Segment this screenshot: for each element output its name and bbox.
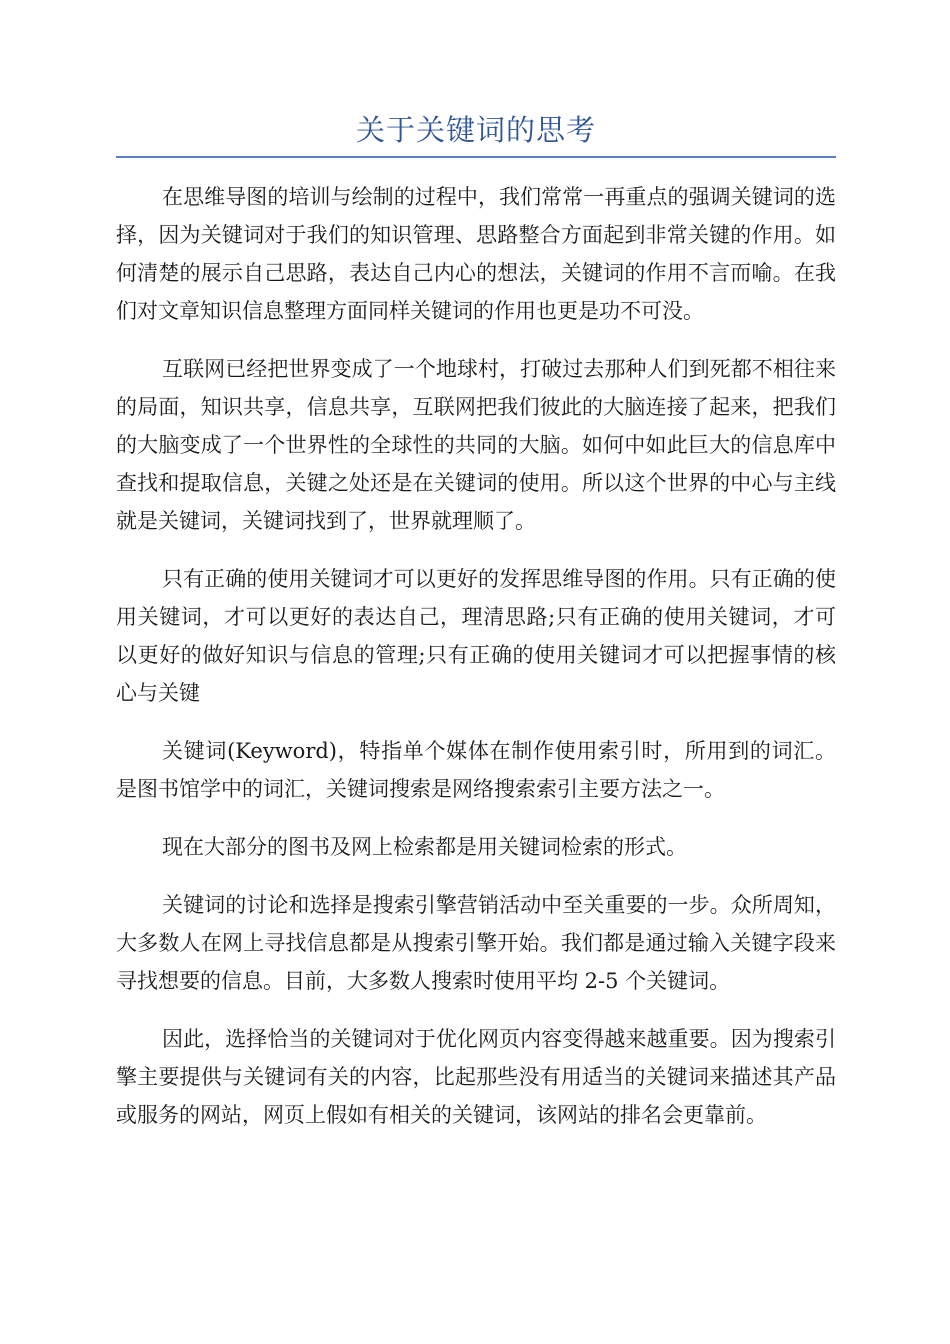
- paragraph-3: 只有正确的使用关键词才可以更好的发挥思维导图的作用。只有正确的使用关键词，才可以更好的表达自己，理清思路;只有正确的使用关键词，才可以更好的做好知识与信息的管理;只有正确的使用关键词才可以把握事情的核心与关键: [116, 567, 836, 705]
- title-block: [116, 108, 836, 158]
- document-body: [116, 178, 836, 1154]
- paragraph-6: 关键词的讨论和选择是搜索引擎营销活动中至关重要的一步。众所周知，大多数人在网上寻找信息都是从搜索引擎开始。我们都是通过输入关键字段来寻找想要的信息。目前，大多数人搜索时使用平均 2-5 个关键词。: [116, 893, 836, 993]
- paragraph-4: 关键词(Keyword)，特指单个媒体在制作使用索引时，所用到的词汇。是图书馆学中的词汇，关键词搜索是网络搜索索引主要方法之一。: [116, 739, 836, 801]
- page-title: 关于关键词的思考: [355, 113, 596, 147]
- paragraph-5: 现在大部分的图书及网上检索都是用关键词检索的形式。: [162, 835, 687, 859]
- paragraph-7: 因此，选择恰当的关键词对于优化网页内容变得越来越重要。因为搜索引擎主要提供与关键词有关的内容，比起那些没有用适当的关键词来描述其产品或服务的网站，网页上假如有相关的关键词，该网站的排名会更靠前。: [116, 1027, 836, 1127]
- paragraph-1: 在思维导图的培训与绘制的过程中，我们常常一再重点的强调关键词的选择，因为关键词对于我们的知识管理、思路整合方面起到非常关键的作用。如何清楚的展示自己思路，表达自己内心的想法，关键词的作用不言而喻。在我们对文章知识信息整理方面同样关键词的作用也更是功不可没。: [116, 185, 836, 323]
- paragraph-2: 互联网已经把世界变成了一个地球村，打破过去那种人们到死都不相往来的局面，知识共享，信息共享，互联网把我们彼此的大脑连接了起来，把我们的大脑变成了一个世界性的全球性的共同的大脑。如何中如此巨大的信息库中查找和提取信息，关键之处还是在关键词的使用。所以这个世界的中心与主线就是关键词，关键词找到了，世界就理顺了。: [116, 357, 836, 533]
